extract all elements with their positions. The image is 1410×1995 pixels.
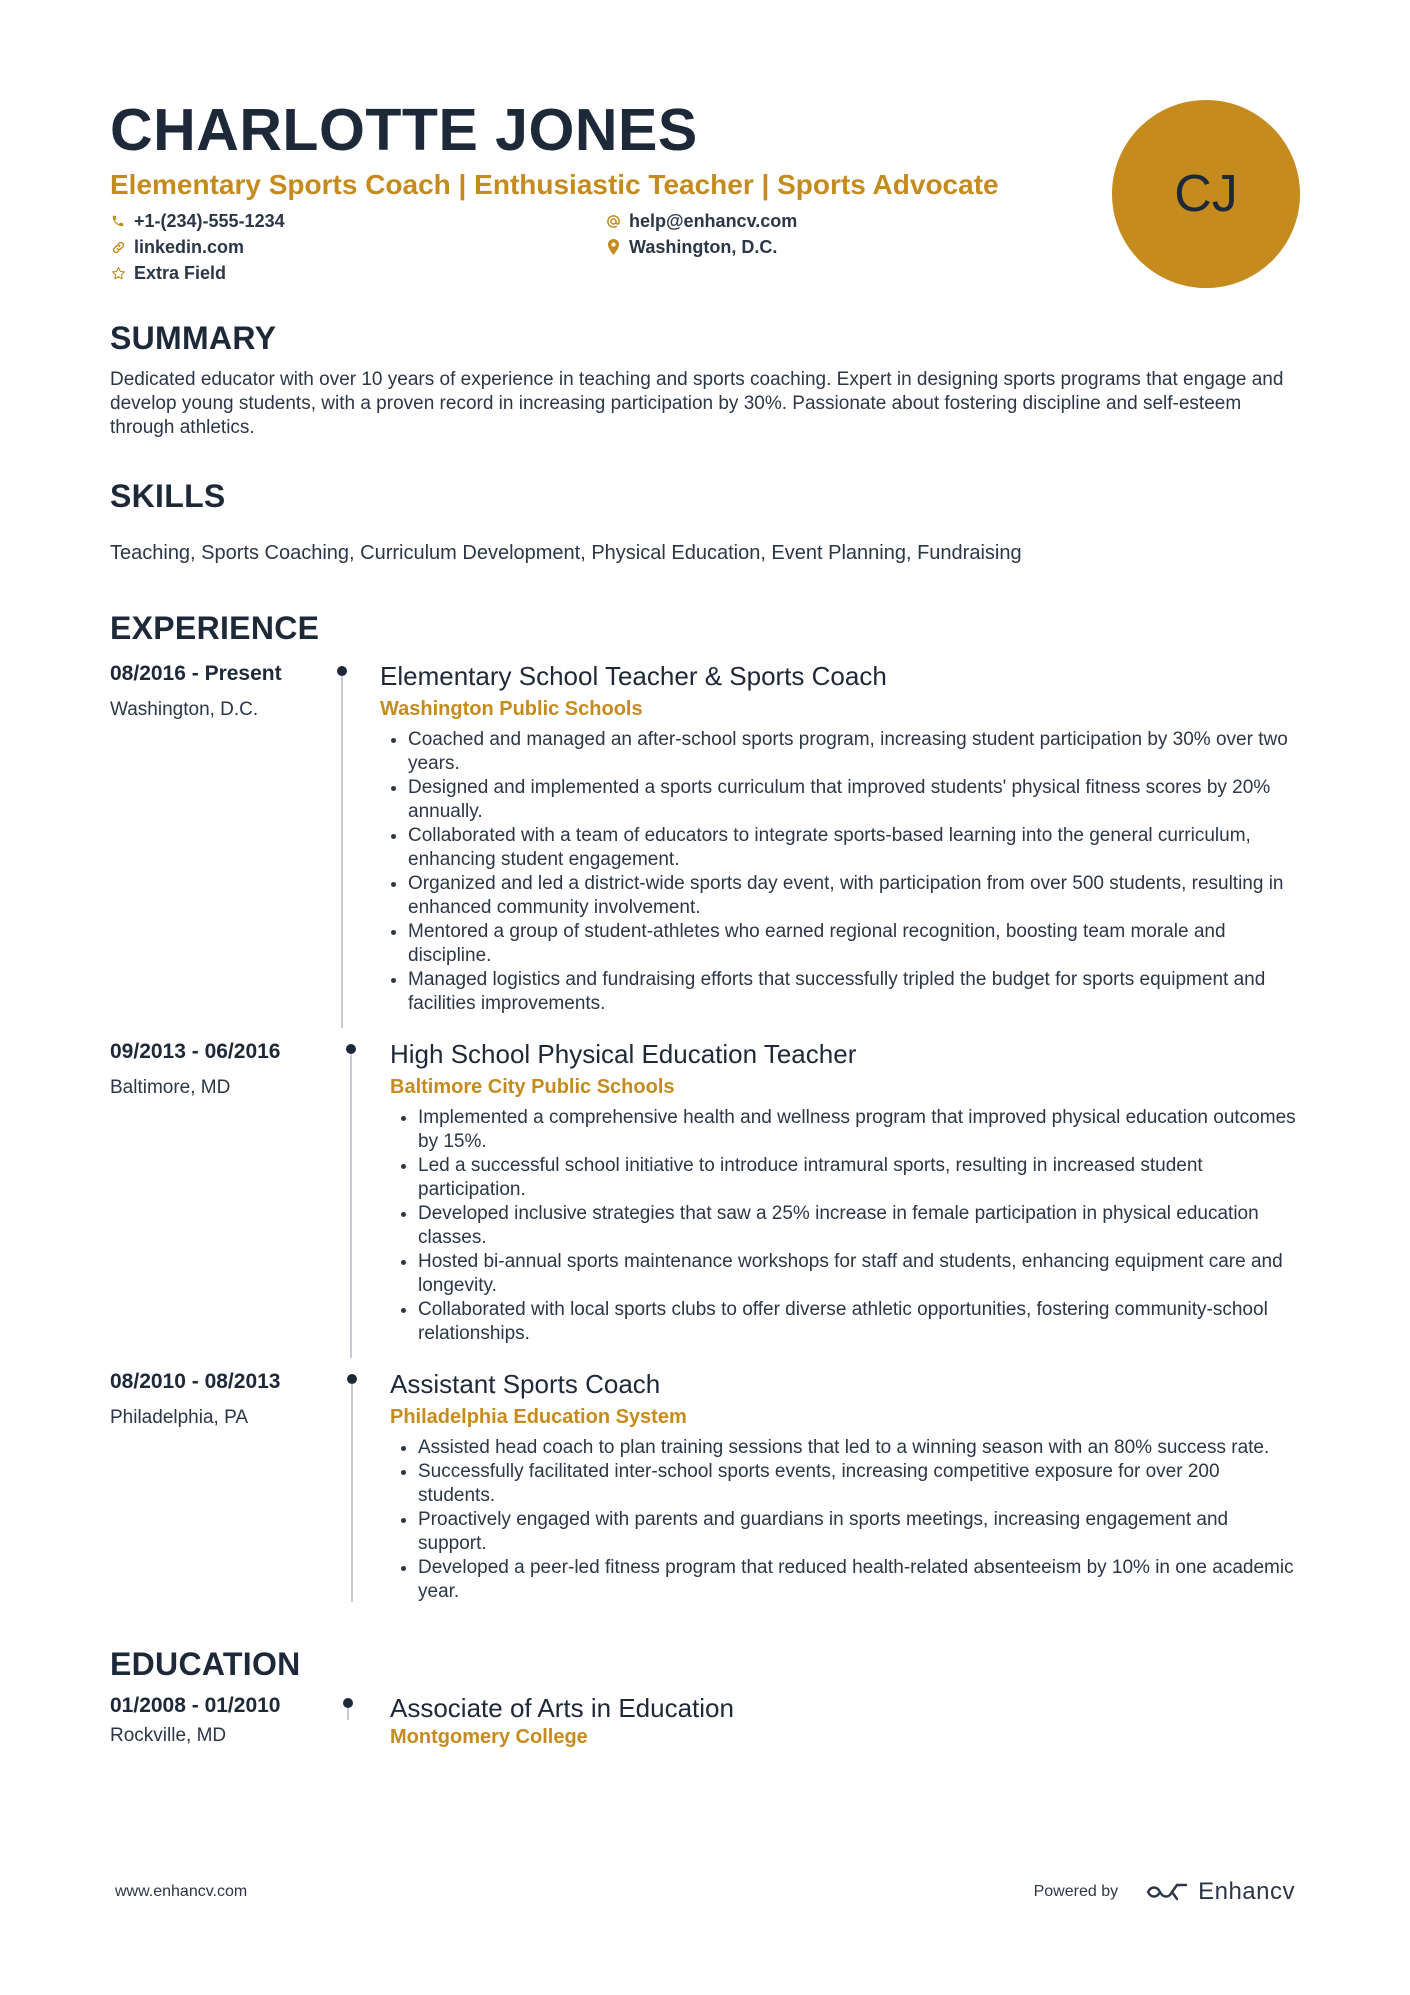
entry-bullets [390, 1436, 1300, 1604]
bullet-item: • Developed a peer-led fitness program that reduced health-related absenteeism by 10% in one academic year. [418, 1556, 1300, 1604]
entry-location: Philadelphia, PA [110, 1407, 249, 1428]
entry-role: Elementary School Teacher & Sports Coach [380, 661, 887, 691]
bullet-item: • Designed and implemented a sports curriculum that improved students' physical fitness scores by 20% annually. [408, 776, 1300, 824]
timeline-line [341, 676, 343, 1028]
entry-date: 08/2016 - Present [110, 662, 282, 685]
entry-organization: Philadelphia Education System [390, 1406, 687, 1428]
skills-section [110, 478, 1300, 566]
summary-section [110, 320, 1300, 440]
candidate-tagline: Elementary Sports Coach | Enthusiastic Teacher | Sports Advocate [110, 169, 999, 200]
bullet-item: • Organized and led a district-wide sports day event, with participation from over 500 students, resulting in enhanced community involvement. [408, 872, 1300, 920]
contact-location [605, 236, 1005, 258]
timeline-line [350, 1054, 352, 1358]
skills-text: Teaching, Sports Coaching, Curriculum Development, Physical Education, Event Planning, Fundraising [110, 542, 1022, 564]
extra-text: Extra Field [134, 262, 227, 283]
entry-details [380, 660, 1300, 1016]
candidate-name: CHARLOTTE JONES [110, 97, 698, 163]
timeline-line [351, 1384, 353, 1602]
contact-email[interactable] [605, 210, 1005, 232]
contact-linkedin[interactable] [110, 236, 605, 258]
education-entry [110, 1692, 1300, 1750]
phone-text: +1-(234)-555-1234 [134, 210, 285, 231]
bullet-item: • Proactively engaged with parents and guardians in sports meetings, increasing engagement and support. [418, 1508, 1300, 1556]
brand-name: Enhancv [1198, 1878, 1295, 1905]
entry-organization: Washington Public Schools [380, 698, 643, 720]
star-icon [110, 265, 126, 281]
contact-extra [110, 262, 605, 284]
timeline-dot [347, 1374, 357, 1384]
education-degree: Associate of Arts in Education [390, 1693, 734, 1723]
link-icon [110, 239, 126, 255]
experience-section [110, 610, 1300, 1638]
entry-date: 01/2008 - 01/2010 [110, 1694, 281, 1717]
bullet-item: • Hosted bi-annual sports maintenance workshops for staff and students, enhancing equipment care and longevity. [418, 1250, 1300, 1298]
page-footer [0, 1878, 1410, 1906]
entry-meta [110, 1368, 390, 1604]
email-text: help@enhancv.com [629, 210, 798, 231]
experience-title: EXPERIENCE [110, 610, 320, 646]
bullet-item: • Developed inclusive strategies that saw a 25% increase in female participation in physical education classes. [418, 1202, 1300, 1250]
entry-role: Assistant Sports Coach [390, 1369, 661, 1399]
entry-location: Baltimore, MD [110, 1077, 231, 1098]
footer-powered [1034, 1878, 1295, 1906]
entry-location: Rockville, MD [110, 1725, 227, 1746]
entry-bullets [390, 1106, 1300, 1346]
entry-meta [110, 1038, 390, 1346]
experience-entry [110, 1038, 1300, 1358]
at-sign-icon [605, 213, 621, 229]
avatar-initials: CJ [1174, 165, 1238, 223]
timeline-line [347, 1708, 349, 1720]
bullet-item: • Led a successful school initiative to introduce intramural sports, resulting in increased student participation. [418, 1154, 1300, 1202]
entry-role: High School Physical Education Teacher [390, 1039, 857, 1069]
bullet-item: • Successfully facilitated inter-school sports events, increasing competitive exposure for over 200 students. [418, 1460, 1300, 1508]
resume-header [110, 0, 1300, 290]
bullet-item: • Assisted head coach to plan training sessions that led to a winning season with an 80% success rate. [418, 1436, 1300, 1460]
entry-date: 09/2013 - 06/2016 [110, 1040, 281, 1063]
contact-phone [110, 210, 605, 232]
entry-details [390, 1692, 1300, 1750]
brand-logo[interactable] [1144, 1878, 1295, 1906]
bullet-item: • Implemented a comprehensive health and wellness program that improved physical education outcomes by 15%. [418, 1106, 1300, 1154]
avatar [1112, 100, 1300, 288]
bullet-item: • Managed logistics and fundraising efforts that successfully tripled the budget for sports equipment and facilities improvements. [408, 968, 1300, 1016]
entry-details [390, 1038, 1300, 1346]
bullet-item: • Mentored a group of student-athletes who earned regional recognition, boosting team morale and discipline. [408, 920, 1300, 968]
entry-details [390, 1368, 1300, 1604]
powered-by-text: Powered by [1033, 1883, 1119, 1900]
timeline-dot [337, 666, 347, 676]
summary-title: SUMMARY [110, 320, 277, 356]
entry-meta [110, 660, 380, 1016]
entry-organization: Baltimore City Public Schools [390, 1076, 675, 1098]
linkedin-text: linkedin.com [134, 236, 245, 257]
education-section [110, 1646, 1300, 1750]
map-pin-icon [605, 239, 621, 255]
experience-entry [110, 660, 1300, 1028]
enhancv-logo-icon [1144, 1880, 1190, 1904]
timeline-dot [343, 1698, 353, 1708]
timeline-dot [346, 1044, 356, 1054]
entry-date: 08/2010 - 08/2013 [110, 1370, 281, 1393]
location-text: Washington, D.C. [629, 236, 778, 257]
bullet-item: • Collaborated with local sports clubs to offer diverse athletic opportunities, fostering community-school relationships. [418, 1298, 1300, 1346]
education-school: Montgomery College [390, 1726, 588, 1748]
experience-entry [110, 1368, 1300, 1638]
entry-location: Washington, D.C. [110, 699, 259, 720]
education-title: EDUCATION [110, 1646, 301, 1682]
bullet-item: • Coached and managed an after-school sports program, increasing student participation by 30% over two years. [408, 728, 1300, 776]
phone-icon [110, 213, 126, 229]
footer-site[interactable]: www.enhancv.com [115, 1883, 248, 1900]
bullet-item: • Collaborated with a team of educators to integrate sports-based learning into the general curriculum, enhancing student engagement. [408, 824, 1300, 872]
entry-bullets [380, 728, 1300, 1016]
summary-text: Dedicated educator with over 10 years of experience in teaching and sports coaching. Expert in designing sports programs that engage and develop young students, with a proven record in increasing participation by 30%. Passionate about fostering discipline and self-esteem through athletics. [110, 369, 1284, 438]
skills-title: SKILLS [110, 478, 226, 514]
